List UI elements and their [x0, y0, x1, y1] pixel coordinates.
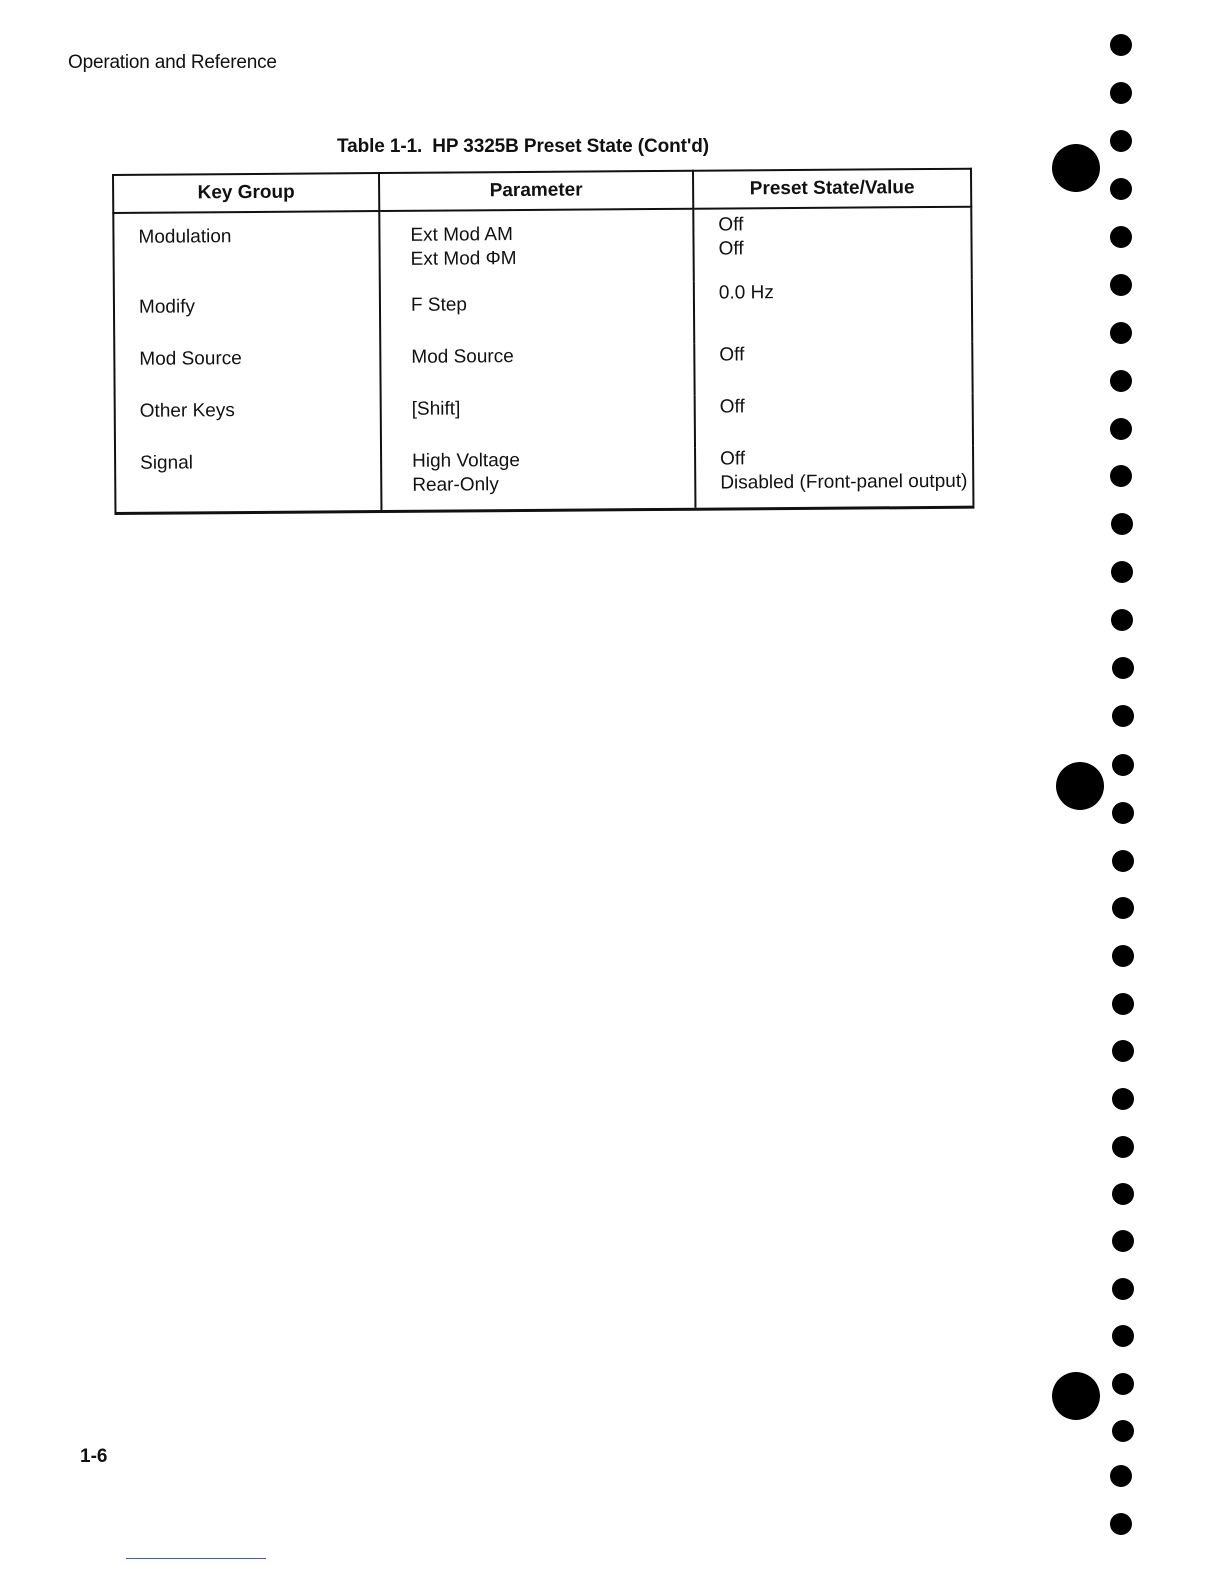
- parameter-text: Ext Mod ΦM: [410, 248, 517, 270]
- parameter-cell: [380, 344, 694, 398]
- page-number: 1-6: [80, 1446, 108, 1467]
- binding-hole-large: [1056, 762, 1104, 810]
- key-group-cell: Other Keys: [115, 398, 381, 452]
- table-caption-label: Table 1-1.: [337, 136, 423, 157]
- binding-hole: [1112, 802, 1134, 824]
- binding-hole: [1112, 754, 1134, 776]
- parameter-cell: [381, 396, 695, 450]
- binding-hole: [1112, 1373, 1134, 1395]
- binding-hole: [1110, 465, 1132, 487]
- parameter-cell: [379, 209, 694, 284]
- preset-value-cell: [694, 342, 972, 396]
- preset-value-text: Off: [719, 344, 745, 366]
- preset-value-cell: [694, 280, 972, 344]
- binding-hole: [1110, 418, 1132, 440]
- parameter-text: Rear-Only: [412, 474, 499, 496]
- binding-hole: [1110, 1465, 1132, 1487]
- binding-hole: [1110, 178, 1132, 200]
- binding-hole: [1110, 274, 1132, 296]
- binding-hole: [1112, 1230, 1134, 1252]
- binding-hole: [1112, 1325, 1134, 1347]
- binding-hole: [1110, 1513, 1132, 1535]
- column-header-parameter: Parameter: [379, 171, 693, 211]
- binding-hole: [1112, 1040, 1134, 1062]
- table-row: [114, 280, 972, 348]
- parameter-text: [Shift]: [411, 398, 461, 420]
- table-row: [114, 342, 972, 400]
- binding-hole: [1112, 1420, 1134, 1442]
- table-caption: [337, 136, 709, 158]
- key-group-cell: Signal: [115, 450, 381, 513]
- table-caption-text: HP 3325B Preset State (Cont'd): [432, 136, 709, 157]
- binding-hole: [1110, 34, 1132, 56]
- binding-hole: [1110, 130, 1132, 152]
- column-header-preset-value: Preset State/Value: [693, 169, 971, 209]
- binding-hole: [1112, 1278, 1134, 1300]
- binding-hole: [1112, 1183, 1134, 1205]
- binding-hole: [1111, 561, 1133, 583]
- parameter-text: F Step: [410, 294, 468, 316]
- binding-hole: [1110, 82, 1132, 104]
- binding-hole: [1112, 897, 1134, 919]
- binding-hole: [1112, 945, 1134, 967]
- preset-value-text: Disabled (Front-panel output): [720, 470, 968, 494]
- preset-value-text: 0.0 Hz: [718, 282, 774, 304]
- preset-value-text: Off: [718, 238, 744, 260]
- binding-hole: [1111, 609, 1133, 631]
- preset-value-cell: [693, 207, 972, 282]
- running-header: Operation and Reference: [68, 52, 277, 73]
- table-row: [115, 394, 973, 452]
- preset-value-text: Off: [719, 396, 745, 418]
- binding-hole-large: [1052, 1372, 1100, 1420]
- key-group-cell: Mod Source: [114, 346, 380, 400]
- preset-value-text: Off: [720, 448, 746, 470]
- key-group-cell: Modify: [114, 284, 380, 348]
- binding-hole: [1111, 513, 1133, 535]
- binding-hole: [1112, 850, 1134, 872]
- preset-value-cell: [695, 446, 973, 510]
- binding-hole: [1112, 705, 1134, 727]
- table-row: [113, 207, 972, 286]
- parameter-cell: [380, 282, 694, 346]
- table-header-row: [113, 169, 971, 213]
- parameter-text: High Voltage: [412, 450, 520, 472]
- key-group-cell: Modulation: [113, 211, 380, 286]
- binding-hole: [1110, 370, 1132, 392]
- parameter-cell: [381, 448, 695, 512]
- parameter-text: Ext Mod AM: [410, 224, 513, 246]
- binding-hole: [1112, 993, 1134, 1015]
- footer-rule: [126, 1558, 266, 1559]
- preset-state-table: [112, 168, 974, 515]
- binding-hole: [1110, 322, 1132, 344]
- binding-hole-large: [1052, 144, 1100, 192]
- binding-hole: [1112, 1136, 1134, 1158]
- binding-hole: [1112, 657, 1134, 679]
- binding-hole: [1112, 1088, 1134, 1110]
- binding-hole: [1110, 226, 1132, 248]
- parameter-text: Mod Source: [411, 346, 514, 368]
- preset-value-cell: [695, 394, 973, 448]
- preset-value-text: Off: [718, 214, 744, 236]
- table-row: [115, 446, 973, 514]
- column-header-key-group: Key Group: [113, 173, 379, 213]
